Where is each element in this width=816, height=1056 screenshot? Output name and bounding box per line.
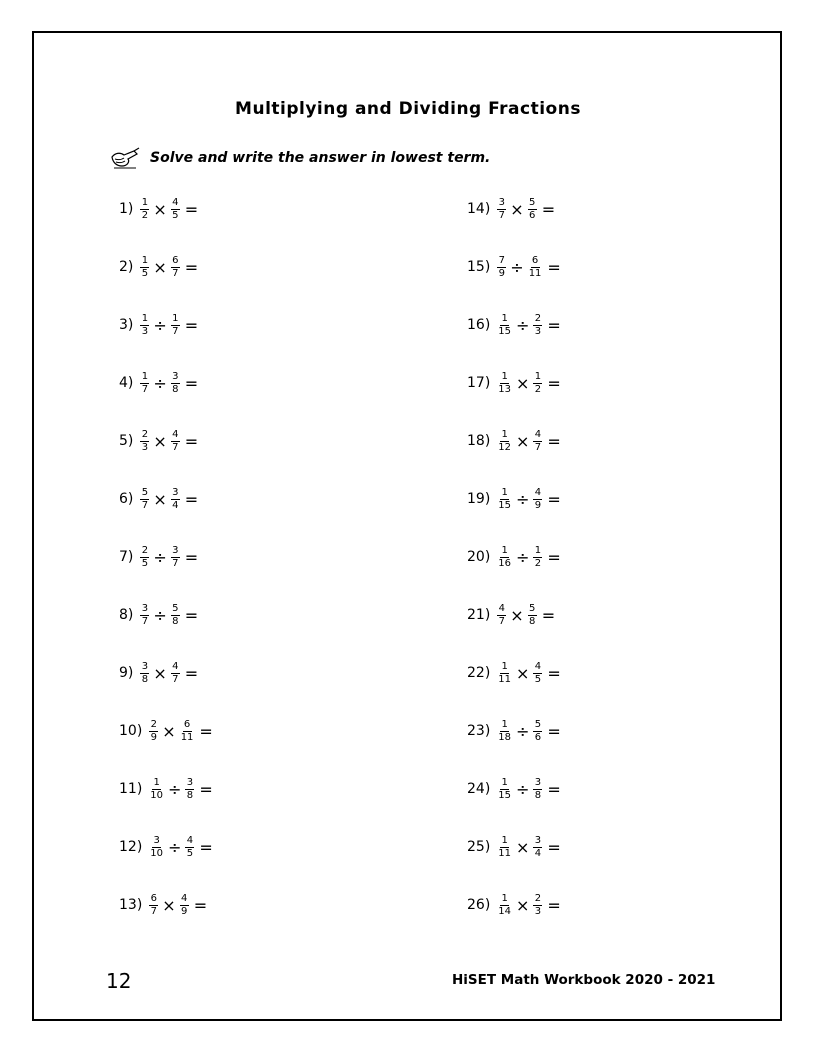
numerator: 6 — [172, 254, 179, 266]
problem-number: 23) — [467, 723, 491, 739]
denominator: 8 — [529, 615, 536, 627]
problem-item — [467, 709, 561, 753]
denominator: 8 — [186, 789, 194, 801]
numerator: 6 — [531, 254, 539, 266]
numerator: 4 — [186, 834, 194, 846]
equals-sign: = — [547, 489, 561, 509]
problem-item — [467, 535, 561, 579]
operator: × — [516, 895, 530, 915]
page-number: 12 — [106, 969, 132, 993]
numerator: 3 — [498, 196, 505, 208]
operator: ÷ — [516, 315, 530, 335]
fraction-a — [497, 197, 506, 222]
problem-item — [467, 187, 555, 231]
equals-sign: = — [547, 779, 561, 799]
numerator: 4 — [172, 428, 179, 440]
denominator: 5 — [141, 267, 149, 279]
equals-sign: = — [541, 199, 556, 219]
fraction-b — [533, 835, 542, 860]
problem-number: 19) — [467, 491, 491, 507]
numerator: 4 — [498, 602, 505, 614]
numerator: 2 — [150, 718, 157, 730]
writing-hand-icon — [110, 147, 140, 169]
problem-item — [119, 419, 198, 463]
denominator: 7 — [141, 615, 149, 627]
problem-item — [467, 303, 561, 347]
operator: × — [153, 663, 167, 683]
fraction-b — [533, 719, 542, 744]
numerator: 4 — [181, 892, 188, 904]
fraction-b — [171, 661, 180, 686]
problem-item — [119, 187, 198, 231]
problem-item — [119, 535, 198, 579]
problem-item — [119, 767, 213, 811]
numerator: 1 — [141, 254, 149, 266]
fraction-b — [171, 603, 180, 628]
operator: × — [510, 199, 524, 219]
operator: ÷ — [153, 373, 167, 393]
problem-number: 7) — [119, 549, 134, 565]
numerator: 1 — [534, 544, 542, 556]
fraction-b — [180, 893, 189, 918]
numerator: 5 — [529, 602, 536, 614]
denominator: 8 — [172, 615, 179, 627]
numerator: 2 — [141, 428, 149, 440]
numerator: 3 — [141, 602, 149, 614]
problem-item — [119, 651, 198, 695]
denominator: 18 — [498, 731, 512, 743]
equals-sign: = — [184, 257, 199, 277]
denominator: 5 — [141, 557, 149, 569]
operator: × — [162, 721, 176, 741]
denominator: 4 — [172, 499, 179, 511]
numerator: 1 — [172, 312, 179, 324]
denominator: 11 — [180, 731, 194, 743]
problem-item — [467, 593, 555, 637]
equals-sign: = — [199, 779, 213, 799]
problem-number: 12) — [119, 839, 143, 855]
denominator: 2 — [534, 557, 542, 569]
problem-number: 11) — [119, 781, 143, 797]
operator: ÷ — [510, 257, 524, 277]
operator: × — [516, 431, 530, 451]
numerator: 3 — [534, 834, 542, 846]
numerator: 5 — [534, 718, 542, 730]
fraction-a — [140, 661, 149, 686]
numerator: 1 — [501, 718, 508, 730]
denominator: 6 — [534, 731, 542, 743]
problem-number: 13) — [119, 897, 143, 913]
problem-number: 21) — [467, 607, 491, 623]
fraction-a — [497, 603, 506, 628]
problem-number: 26) — [467, 897, 491, 913]
problem-number: 25) — [467, 839, 491, 855]
problem-item — [119, 303, 198, 347]
denominator: 7 — [141, 499, 149, 511]
problem-number: 8) — [119, 607, 134, 623]
equals-sign: = — [184, 489, 199, 509]
problem-item — [119, 477, 198, 521]
numerator: 5 — [172, 602, 179, 614]
numerator: 1 — [534, 370, 542, 382]
problem-item — [119, 825, 213, 869]
denominator: 7 — [172, 325, 179, 337]
numerator: 1 — [141, 370, 149, 382]
problem-item — [467, 361, 561, 405]
fraction-b — [533, 545, 542, 570]
denominator: 5 — [186, 847, 194, 859]
equals-sign: = — [184, 373, 199, 393]
instruction-text: Solve and write the answer in lowest term. — [150, 150, 491, 166]
operator: × — [153, 257, 167, 277]
problem-item — [119, 361, 198, 405]
operator: × — [153, 199, 167, 219]
denominator: 4 — [534, 847, 542, 859]
fraction-a — [497, 255, 506, 280]
operator: × — [510, 605, 524, 625]
denominator: 9 — [498, 267, 505, 279]
denominator: 8 — [141, 673, 149, 685]
denominator: 7 — [172, 557, 179, 569]
fraction-a — [497, 893, 512, 918]
operator: × — [516, 837, 530, 857]
fraction-a — [140, 255, 149, 280]
numerator: 1 — [501, 892, 508, 904]
fraction-b — [171, 255, 180, 280]
fraction-a — [149, 719, 158, 744]
problem-item — [467, 767, 561, 811]
denominator: 15 — [498, 325, 512, 337]
fraction-a — [497, 835, 512, 860]
denominator: 3 — [534, 905, 542, 917]
problem-number: 10) — [119, 723, 143, 739]
numerator: 6 — [150, 892, 157, 904]
numerator: 3 — [534, 776, 542, 788]
equals-sign: = — [547, 547, 561, 567]
numerator: 1 — [501, 312, 508, 324]
fraction-b — [533, 313, 542, 338]
operator: ÷ — [516, 721, 530, 741]
denominator: 5 — [172, 209, 179, 221]
fraction-a — [149, 893, 158, 918]
fraction-a — [497, 429, 512, 454]
fraction-a — [140, 487, 149, 512]
denominator: 11 — [498, 847, 512, 859]
fraction-a — [497, 371, 512, 396]
problem-item — [467, 825, 561, 869]
fraction-a — [497, 545, 512, 570]
problem-number: 15) — [467, 259, 491, 275]
page-title: Multiplying and Dividing Fractions — [235, 99, 581, 119]
fraction-b — [180, 719, 195, 744]
numerator: 1 — [501, 834, 508, 846]
numerator: 2 — [141, 544, 149, 556]
operator: × — [516, 663, 530, 683]
operator: × — [162, 895, 176, 915]
denominator: 14 — [498, 905, 512, 917]
equals-sign: = — [547, 895, 561, 915]
page-border — [32, 31, 782, 1021]
numerator: 1 — [141, 312, 149, 324]
numerator: 7 — [498, 254, 505, 266]
denominator: 5 — [534, 673, 542, 685]
fraction-b — [528, 197, 537, 222]
denominator: 10 — [150, 789, 164, 801]
denominator: 7 — [150, 905, 157, 917]
fraction-a — [149, 777, 164, 802]
denominator: 2 — [534, 383, 542, 395]
denominator: 11 — [498, 673, 512, 685]
denominator: 7 — [534, 441, 542, 453]
fraction-b — [533, 661, 542, 686]
fraction-a — [140, 197, 149, 222]
numerator: 3 — [141, 660, 149, 672]
numerator: 3 — [172, 486, 179, 498]
numerator: 5 — [529, 196, 536, 208]
problem-number: 24) — [467, 781, 491, 797]
problem-number: 2) — [119, 259, 134, 275]
operator: ÷ — [516, 547, 530, 567]
problem-item — [119, 709, 213, 753]
equals-sign: = — [184, 605, 199, 625]
equals-sign: = — [547, 315, 561, 335]
fraction-b — [185, 835, 194, 860]
equals-sign: = — [547, 257, 561, 277]
numerator: 1 — [501, 428, 508, 440]
fraction-a — [497, 487, 512, 512]
denominator: 7 — [498, 615, 505, 627]
problem-item — [467, 477, 561, 521]
problem-number: 16) — [467, 317, 491, 333]
equals-sign: = — [184, 663, 199, 683]
fraction-b — [171, 429, 180, 454]
operator: ÷ — [168, 779, 182, 799]
instruction — [110, 147, 490, 169]
problem-number: 1) — [119, 201, 134, 217]
denominator: 10 — [150, 847, 164, 859]
numerator: 4 — [172, 660, 179, 672]
problem-item — [119, 593, 198, 637]
fraction-a — [497, 719, 512, 744]
numerator: 1 — [501, 486, 508, 498]
numerator: 3 — [186, 776, 194, 788]
operator: ÷ — [168, 837, 182, 857]
footer-book-title: HiSET Math Workbook 2020 - 2021 — [452, 972, 716, 988]
numerator: 4 — [534, 428, 542, 440]
denominator: 9 — [150, 731, 157, 743]
denominator: 7 — [172, 673, 179, 685]
numerator: 1 — [501, 776, 508, 788]
numerator: 6 — [183, 718, 191, 730]
problem-number: 9) — [119, 665, 134, 681]
problem-item — [467, 245, 561, 289]
denominator: 6 — [529, 209, 536, 221]
fraction-b — [185, 777, 194, 802]
operator: ÷ — [516, 489, 530, 509]
numerator: 1 — [141, 196, 149, 208]
denominator: 3 — [141, 325, 149, 337]
equals-sign: = — [199, 721, 213, 741]
denominator: 9 — [534, 499, 542, 511]
problem-item — [119, 245, 198, 289]
fraction-b — [528, 255, 543, 280]
numerator: 5 — [141, 486, 149, 498]
operator: × — [153, 489, 167, 509]
problem-item — [119, 883, 207, 927]
fraction-b — [533, 777, 542, 802]
equals-sign: = — [547, 837, 561, 857]
fraction-b — [528, 603, 537, 628]
fraction-a — [497, 661, 512, 686]
problem-number: 6) — [119, 491, 134, 507]
equals-sign: = — [547, 431, 561, 451]
fraction-b — [533, 371, 542, 396]
fraction-a — [140, 603, 149, 628]
fraction-a — [140, 429, 149, 454]
fraction-a — [140, 313, 149, 338]
problem-number: 14) — [467, 201, 491, 217]
problem-number: 5) — [119, 433, 134, 449]
denominator: 3 — [534, 325, 542, 337]
denominator: 7 — [172, 267, 179, 279]
fraction-b — [533, 893, 542, 918]
problem-item — [467, 419, 561, 463]
numerator: 4 — [534, 486, 542, 498]
numerator: 2 — [534, 312, 542, 324]
problem-number: 18) — [467, 433, 491, 449]
fraction-b — [533, 487, 542, 512]
equals-sign: = — [547, 663, 561, 683]
equals-sign: = — [199, 837, 213, 857]
fraction-b — [171, 197, 180, 222]
denominator: 15 — [498, 789, 512, 801]
denominator: 8 — [172, 383, 179, 395]
fraction-a — [497, 777, 512, 802]
numerator: 4 — [172, 196, 179, 208]
fraction-a — [140, 371, 149, 396]
operator: × — [516, 373, 530, 393]
problem-number: 4) — [119, 375, 134, 391]
equals-sign: = — [547, 373, 561, 393]
denominator: 16 — [498, 557, 512, 569]
equals-sign: = — [193, 895, 208, 915]
equals-sign: = — [184, 431, 199, 451]
numerator: 2 — [534, 892, 542, 904]
numerator: 1 — [501, 660, 508, 672]
numerator: 1 — [153, 776, 160, 788]
denominator: 3 — [141, 441, 149, 453]
problem-number: 17) — [467, 375, 491, 391]
problem-item — [467, 883, 561, 927]
numerator: 1 — [501, 370, 508, 382]
operator: ÷ — [153, 315, 167, 335]
numerator: 3 — [153, 834, 160, 846]
operator: ÷ — [153, 547, 167, 567]
denominator: 15 — [498, 499, 512, 511]
equals-sign: = — [184, 315, 199, 335]
denominator: 9 — [181, 905, 188, 917]
denominator: 7 — [141, 383, 149, 395]
numerator: 4 — [534, 660, 542, 672]
operator: ÷ — [516, 779, 530, 799]
denominator: 2 — [141, 209, 149, 221]
fraction-b — [533, 429, 542, 454]
fraction-b — [171, 371, 180, 396]
denominator: 11 — [528, 267, 542, 279]
fraction-a — [497, 313, 512, 338]
numerator: 3 — [172, 370, 179, 382]
fraction-b — [171, 313, 180, 338]
problem-number: 3) — [119, 317, 134, 333]
fraction-a — [149, 835, 164, 860]
denominator: 12 — [498, 441, 512, 453]
numerator: 1 — [501, 544, 508, 556]
denominator: 7 — [498, 209, 505, 221]
fraction-a — [140, 545, 149, 570]
equals-sign: = — [184, 547, 199, 567]
equals-sign: = — [547, 721, 561, 741]
fraction-b — [171, 487, 180, 512]
problem-number: 20) — [467, 549, 491, 565]
numerator: 3 — [172, 544, 179, 556]
fraction-b — [171, 545, 180, 570]
denominator: 13 — [498, 383, 512, 395]
equals-sign: = — [541, 605, 556, 625]
denominator: 8 — [534, 789, 542, 801]
problem-item — [467, 651, 561, 695]
operator: × — [153, 431, 167, 451]
problem-number: 22) — [467, 665, 491, 681]
equals-sign: = — [184, 199, 199, 219]
operator: ÷ — [153, 605, 167, 625]
denominator: 7 — [172, 441, 179, 453]
